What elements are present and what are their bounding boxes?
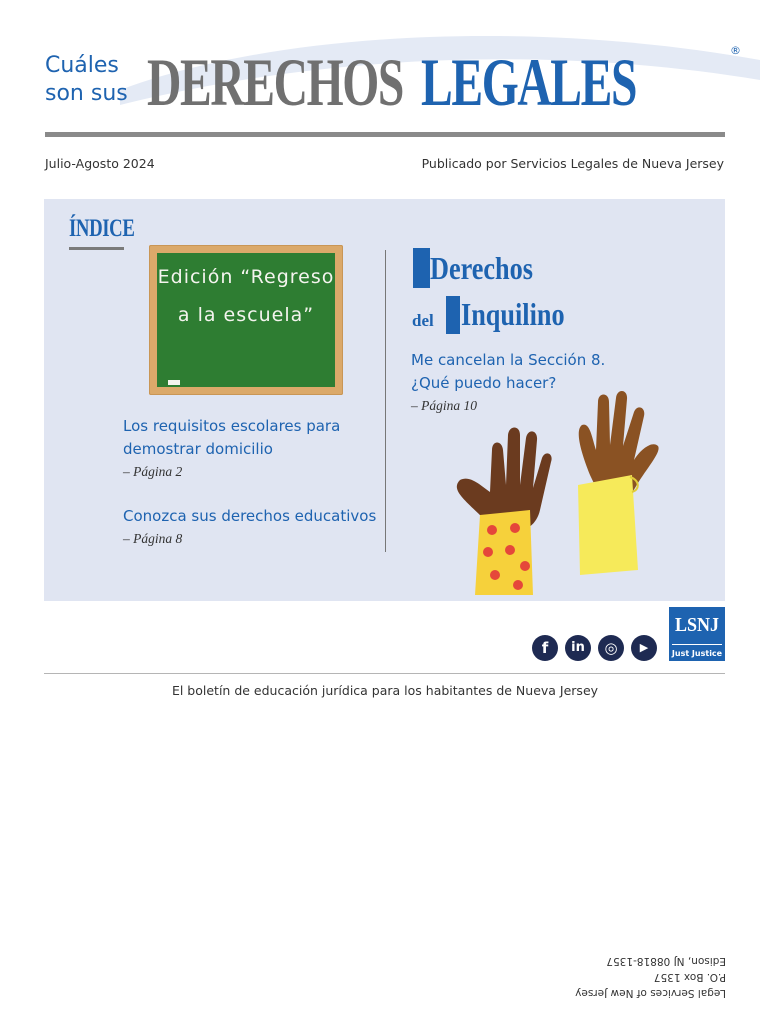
- left-hand-icon: [457, 428, 552, 596]
- raised-hands-illustration: [440, 380, 690, 595]
- lsnj-logo-subtext: Just Justice: [671, 649, 723, 658]
- footer-rule: [44, 673, 725, 674]
- lsnj-logo-rule: [672, 644, 722, 645]
- index-heading-rule: [69, 247, 124, 250]
- mailing-address: [530, 953, 726, 1001]
- facebook-icon[interactable]: f: [532, 635, 558, 661]
- registered-mark: ®: [730, 44, 741, 57]
- publisher-line: Publicado por Servicios Legales de Nueva Jersey: [421, 156, 724, 171]
- newsletter-tagline: El boletín de educación jurídica para los habitantes de Nueva Jersey: [171, 683, 599, 698]
- linkedin-icon[interactable]: in: [565, 635, 591, 661]
- article-page-seccion-8: – Página 10: [411, 398, 477, 413]
- tenant-logo-line1: Derechos: [430, 250, 533, 286]
- title-part-derechos: DERECHOS: [147, 44, 403, 120]
- article-link-seccion-8[interactable]: Me cancelan la Sección 8. ¿Qué puedo hacer?: [411, 351, 606, 392]
- lsnj-logo-text: LSNJ: [674, 614, 720, 636]
- chalkboard-text: Edición “Regreso a la escuela”: [157, 266, 335, 326]
- mailing-line-2: P.O. Box 1357: [653, 971, 726, 983]
- mailing-line-3: Edison, NJ 08818-1357: [606, 955, 726, 967]
- tenant-logo-building-icon: [413, 248, 430, 288]
- tenant-logo-line2: Inquilino: [461, 296, 565, 332]
- masthead-rule: [45, 132, 725, 137]
- masthead-title: [147, 42, 728, 122]
- issue-date: Julio-Agosto 2024: [45, 156, 155, 171]
- instagram-icon[interactable]: ◎: [598, 635, 624, 661]
- tenant-logo-tower-icon: [446, 296, 460, 334]
- youtube-icon[interactable]: ▶: [631, 635, 657, 661]
- chalk-piece: [168, 380, 180, 385]
- title-part-legales: LEGALES: [420, 44, 636, 120]
- right-hand-icon: [578, 391, 659, 575]
- article-link-domicilio[interactable]: Los requisitos escolares para demostrar domicilio: [123, 417, 341, 458]
- tenant-logo-del: del: [412, 311, 434, 330]
- masthead-kicker: Cuáles son sus: [45, 53, 128, 106]
- article-link-derechos-educativos[interactable]: Conozca sus derechos educativos: [123, 507, 377, 525]
- article-page-derechos-educativos: – Página 8: [123, 531, 183, 546]
- mailing-line-1: Legal Services of New Jersey: [575, 987, 726, 999]
- column-divider: [385, 250, 386, 552]
- article-page-domicilio: – Página 2: [123, 464, 183, 479]
- index-heading: ÍNDICE: [69, 215, 135, 242]
